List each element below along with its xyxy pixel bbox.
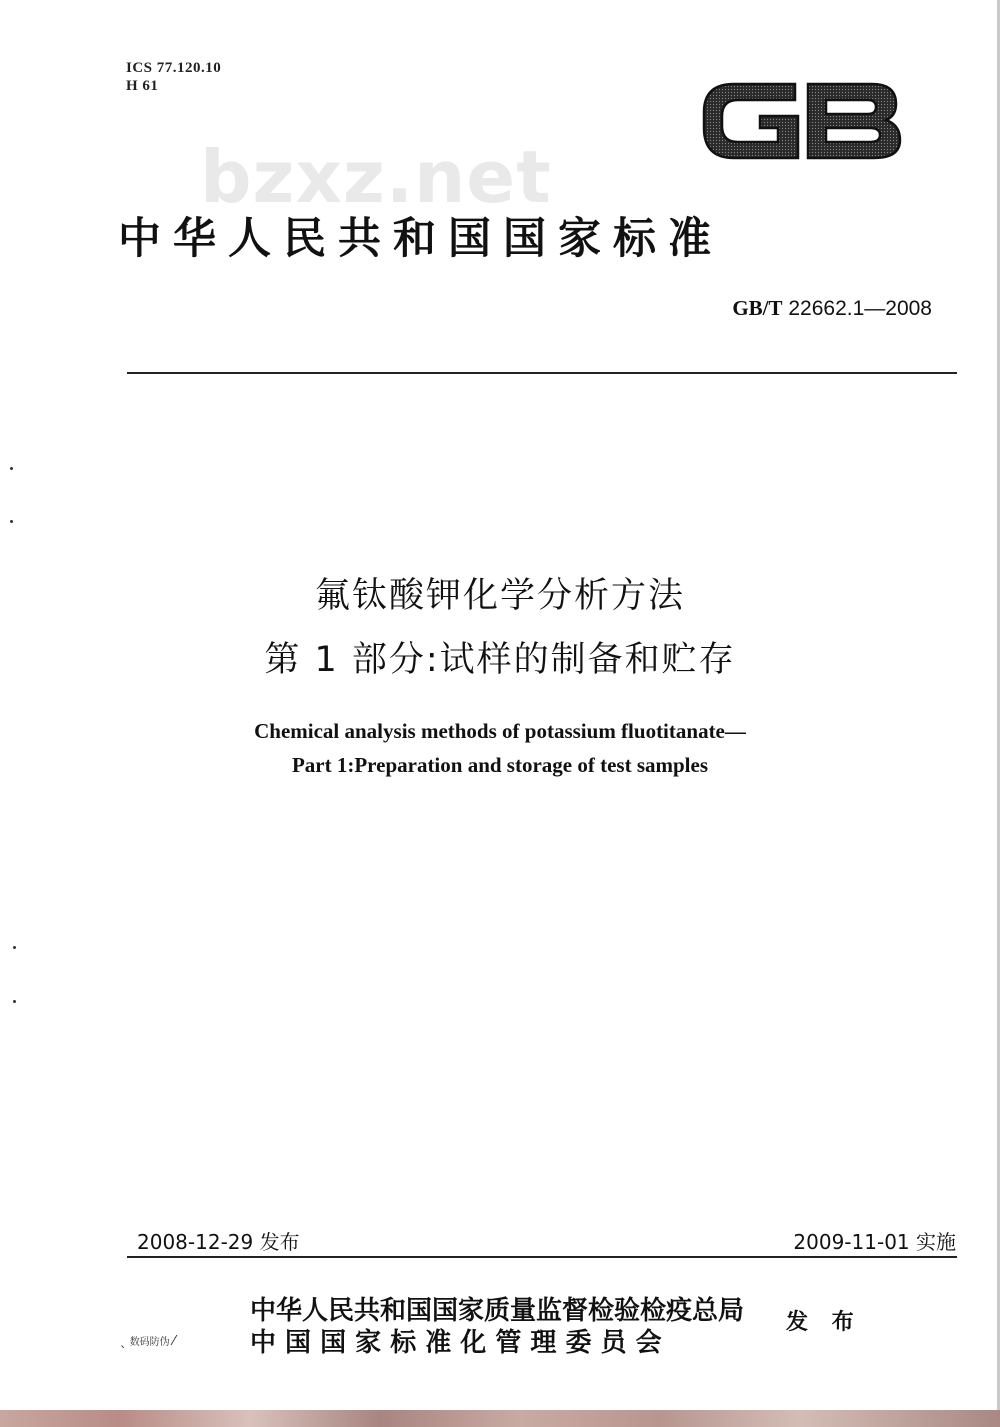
anti-counterfeit-mark — [120, 1333, 175, 1349]
title-en-line1: Chemical analysis methods of potassium fluotitanate— — [254, 719, 746, 743]
anti-counterfeit-tick-icon: ˎ — [120, 1334, 127, 1349]
issue-date: 2008-12-29 发布 — [137, 1230, 300, 1254]
margin-mark — [13, 1000, 16, 1003]
gb-logo — [700, 70, 905, 170]
gb-logo-icon — [700, 70, 905, 170]
margin-mark — [10, 467, 13, 470]
implementation-date: 2009-11-01 实施 — [793, 1230, 956, 1254]
anti-counterfeit-label: 数码防伪 — [129, 1337, 170, 1348]
standard-prefix: GB/T — [732, 296, 783, 320]
footer-divider — [127, 1256, 957, 1258]
issuer-sac: 中 国 国 家 标 准 化 管 理 委 员 会 — [250, 1328, 662, 1358]
margin-mark — [10, 520, 13, 523]
standard-number — [732, 296, 932, 321]
national-standard-title: 中华人民共和国国家标准 — [118, 214, 723, 264]
standard-code: 22662.1—2008 — [788, 297, 932, 320]
margin-mark — [13, 946, 16, 949]
title-cn-line1: 氟钛酸钾化学分析方法 — [314, 576, 685, 616]
ics-code: ICS 77.120.10 — [126, 60, 222, 76]
scan-bottom-edge — [0, 1410, 1000, 1427]
publish-label: 发 布 — [786, 1310, 862, 1335]
title-en-line2: Part 1:Preparation and storage of test samples — [291, 753, 709, 777]
header-divider — [127, 372, 957, 374]
title-cn-line2: 第 1 部分:试样的制备和贮存 — [264, 640, 736, 680]
watermark: bzxz.net — [200, 135, 552, 219]
issuer-aqsiq: 中华人民共和国国家质量监督检验检疫总局 — [250, 1296, 745, 1326]
anti-counterfeit-slash-icon: ⁄ — [172, 1334, 176, 1349]
ccs-code: H 61 — [126, 78, 159, 94]
